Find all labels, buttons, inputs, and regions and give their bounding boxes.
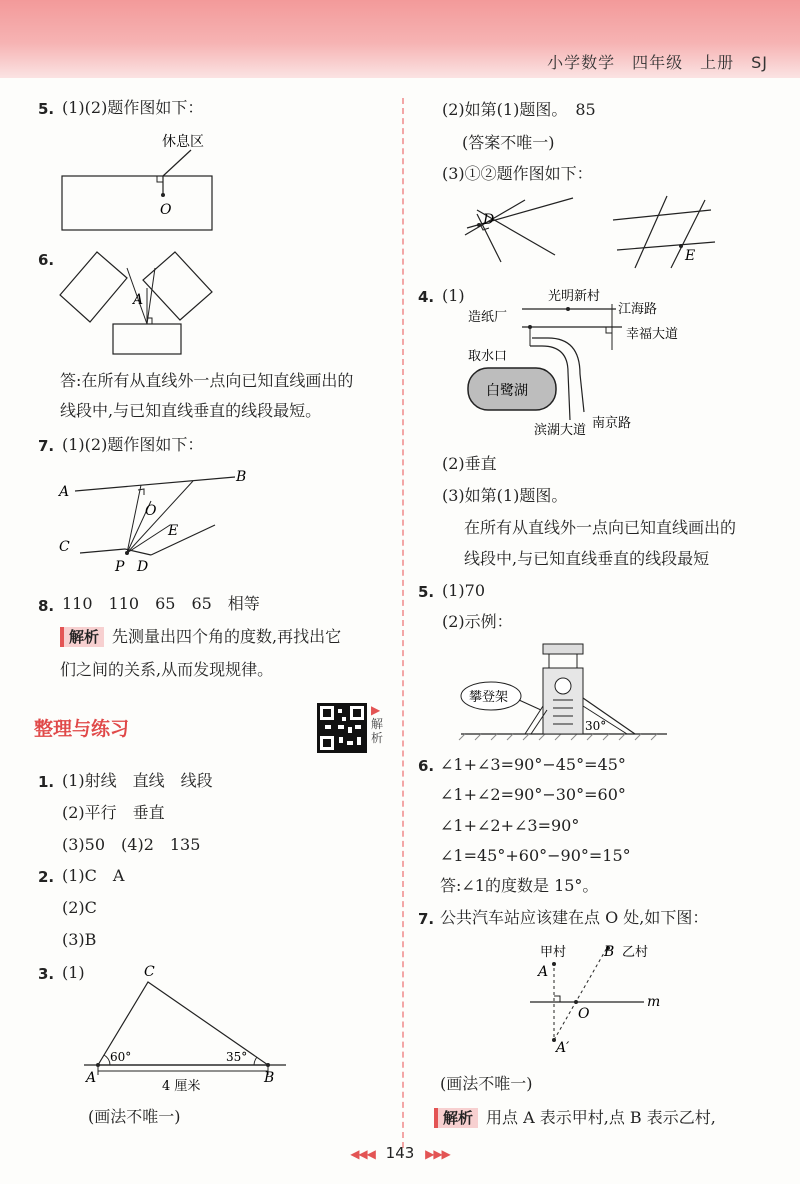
page-number: 143 xyxy=(385,1144,415,1162)
r5-climbing-frame-figure xyxy=(455,636,675,742)
p1-number: 1. xyxy=(38,773,55,791)
p1-line3: (3)50 (4)2 135 xyxy=(62,835,201,854)
p3-a-label: A xyxy=(86,1070,97,1086)
r7-jia-label: 甲村 xyxy=(540,945,567,960)
q7-a-label: A xyxy=(59,484,70,500)
p3-note: (画法不唯一) xyxy=(88,1107,181,1126)
r7-yi-label: 乙村 xyxy=(622,945,649,960)
p1-line1: (1)射线 直线 线段 xyxy=(62,771,213,790)
q5-number: 5. xyxy=(38,100,55,118)
q8-number: 8. xyxy=(38,597,55,615)
r4-line5: 线段中,与已知直线垂直的线段最短 xyxy=(464,549,710,568)
r5-number: 5. xyxy=(418,583,435,601)
q7-d-label: D xyxy=(137,559,149,575)
q6-answer-line2: 线段中,与已知直线垂直的线段最短。 xyxy=(60,401,322,420)
p2-line3: (3)B xyxy=(62,930,97,949)
q8-answer: 110 110 65 65 相等 xyxy=(62,594,260,613)
r6-line5: 答:∠1的度数是 15°。 xyxy=(440,876,599,895)
r4-jianghai: 江海路 xyxy=(618,302,658,317)
p3-line1: (1) xyxy=(62,963,85,982)
p3-triangle-figure xyxy=(80,960,290,1095)
r4-binhu: 滨湖大道 xyxy=(534,423,587,438)
r4-line2: (2)垂直 xyxy=(442,454,497,473)
r4-zaozhi: 造纸厂 xyxy=(468,310,508,325)
q8-analysis-line1: 解析 先测量出四个角的度数,再找出它 xyxy=(60,627,341,647)
q6-figure xyxy=(55,240,255,365)
r5-line2: (2)示例： xyxy=(442,612,513,631)
p3-angle-a: 60° xyxy=(110,1050,132,1064)
prev-arrows-icon: ◀◀◀ xyxy=(350,1147,375,1161)
q7-p-label: P xyxy=(115,559,125,575)
q5-rest-label: 休息区 xyxy=(162,134,204,150)
r4-number: 4. xyxy=(418,288,435,306)
q6-a-label: A xyxy=(133,292,144,308)
r7-o-label: O xyxy=(578,1006,590,1022)
r6-number: 6. xyxy=(418,757,435,775)
r7-analysis: 解析 用点 A 表示甲村,点 B 表示乙村, xyxy=(434,1108,716,1128)
r6-line2: ∠1+∠2=90°−30°=60° xyxy=(440,785,626,804)
p2-number: 2. xyxy=(38,868,55,886)
r7-note: (画法不唯一) xyxy=(440,1074,533,1093)
r5-line1: (1)70 xyxy=(442,581,486,600)
column-divider xyxy=(402,98,404,1148)
r7-number: 7. xyxy=(418,910,435,928)
r4-guangming: 光明新村 xyxy=(548,289,601,304)
q7-c-label: C xyxy=(59,539,70,555)
q5-text: (1)(2)题作图如下： xyxy=(62,98,204,117)
r2-line2: (答案不唯一) xyxy=(462,133,555,152)
q7-o-label: O xyxy=(145,503,157,519)
r7-figure xyxy=(520,940,670,1060)
r4-qushui: 取水口 xyxy=(468,349,508,364)
q7-number: 7. xyxy=(38,437,55,455)
r7-b-label: B xyxy=(604,944,615,960)
r4-line4: 在所有从直线外一点向已知直线画出的 xyxy=(464,518,737,537)
r2-d-label: D xyxy=(483,212,495,228)
qr-code[interactable] xyxy=(317,703,367,753)
r2-e-label: E xyxy=(685,248,696,264)
q7-text: (1)(2)题作图如下： xyxy=(62,435,204,454)
q7-b-label: B xyxy=(236,469,247,485)
p3-c-label: C xyxy=(144,964,155,980)
r7-a2-label: A′ xyxy=(556,1040,570,1056)
r4-line1: (1) xyxy=(442,286,465,305)
p3-length: 4 厘米 xyxy=(162,1079,201,1094)
r6-line1: ∠1+∠3=90°−45°=45° xyxy=(440,755,626,774)
page-footer xyxy=(0,1144,800,1162)
r6-line4: ∠1=45°+60°−90°=15° xyxy=(440,846,631,865)
r5-climb-label: 攀登架 xyxy=(469,690,509,705)
qr-label: ▶ 解 析 xyxy=(371,703,384,745)
q7-figure xyxy=(55,463,265,578)
page-header-band xyxy=(0,0,800,78)
r4-map-figure xyxy=(462,282,742,442)
q5-o-label: O xyxy=(160,202,172,218)
q8-analysis-line2: 们之间的关系,从而发现规律。 xyxy=(60,660,274,679)
p2-line1: (1)C A xyxy=(62,866,125,885)
q6-answer-line1: 答:在所有从直线外一点向已知直线画出的 xyxy=(60,371,354,390)
r4-nanjing: 南京路 xyxy=(592,416,632,431)
analysis-tag: 解析 xyxy=(434,1108,478,1128)
p3-number: 3. xyxy=(38,965,55,983)
r4-xingfu: 幸福大道 xyxy=(626,327,679,342)
p2-line2: (2)C xyxy=(62,898,97,917)
r2-figure xyxy=(455,190,735,270)
q5-figure xyxy=(50,128,230,238)
r7-m-label: m xyxy=(647,994,661,1010)
r2-line3: (3)①②题作图如下： xyxy=(442,164,593,183)
next-arrows-icon: ▶▶▶ xyxy=(425,1147,450,1161)
p3-angle-b: 35° xyxy=(226,1050,248,1064)
r6-line3: ∠1+∠2+∠3=90° xyxy=(440,816,580,835)
analysis-tag: 解析 xyxy=(60,627,104,647)
r2-line1: (2)如第(1)题图。 85 xyxy=(442,100,596,119)
p3-b-label: B xyxy=(264,1070,275,1086)
book-title: 小学数学 四年级 上册 SJ xyxy=(547,53,768,72)
r7-a-label: A xyxy=(538,964,549,980)
q7-e-label: E xyxy=(168,523,179,539)
r7-text: 公共汽车站应该建在点 O 处,如下图： xyxy=(440,908,709,927)
r5-angle-label: 30° xyxy=(585,719,607,733)
section-title: 整理与练习 xyxy=(34,718,130,740)
r4-bailu: 白鹭湖 xyxy=(486,383,528,399)
p1-line2: (2)平行 垂直 xyxy=(62,803,165,822)
r4-line3: (3)如第(1)题图。 xyxy=(442,486,568,505)
q6-number: 6. xyxy=(38,251,55,269)
